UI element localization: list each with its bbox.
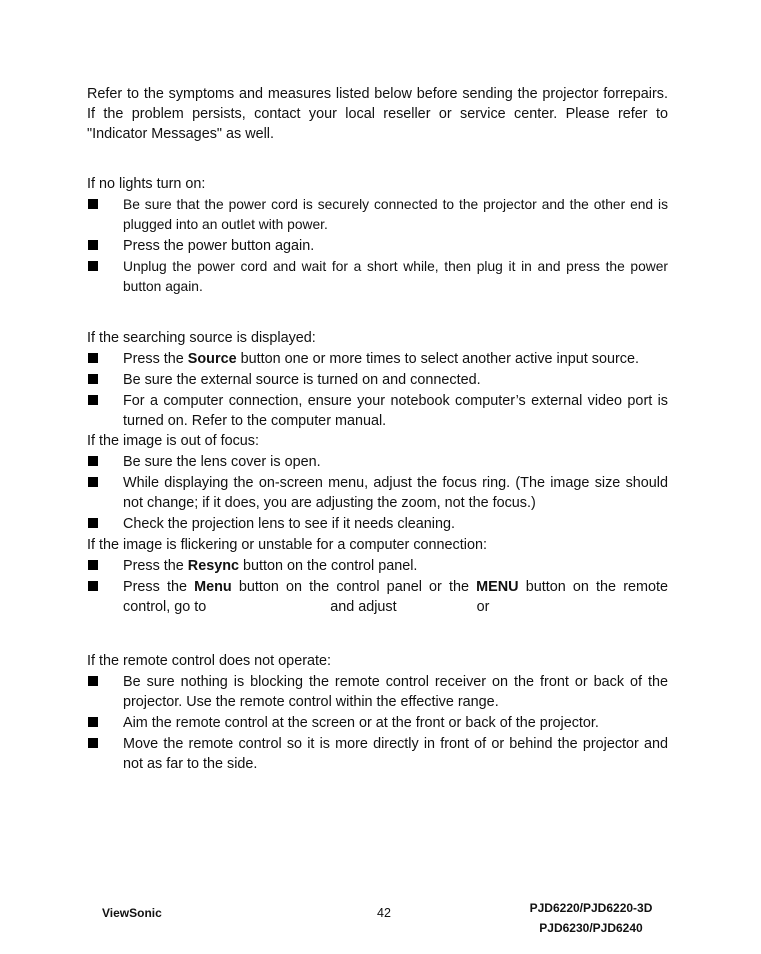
section-out-of-focus bbox=[87, 431, 668, 535]
square-bullet-icon bbox=[88, 581, 98, 591]
section-heading: If the remote control does not operate: bbox=[87, 653, 331, 669]
square-bullet-icon bbox=[88, 738, 98, 748]
list-item: Press the Source button one or more times to select another active input source. bbox=[87, 349, 668, 369]
square-bullet-icon bbox=[88, 199, 98, 209]
list-item: Be sure that the power cord is securely connected to the projector and the other end is plugged into an outlet with power. bbox=[87, 195, 668, 235]
list-item: Be sure nothing is blocking the remote control receiver on the front or back of the projector. Use the remote control within the effective range. bbox=[87, 672, 668, 712]
square-bullet-icon bbox=[88, 560, 98, 570]
section-searching-source bbox=[87, 328, 668, 432]
section-no-lights bbox=[87, 174, 668, 298]
square-bullet-icon bbox=[88, 518, 98, 528]
list-item: While displaying the on-screen menu, adjust the focus ring. (The image size should not change; if it does, you are adjusting the zoom, not the focus.) bbox=[87, 473, 668, 513]
section-heading: If the image is out of focus: bbox=[87, 433, 259, 449]
intro-paragraph: Refer to the symptoms and measures listed below before sending the projector forrepairs. If the problem persists, contact your local reseller or service center. Please refer to "Indicator Messages" as well. bbox=[87, 86, 668, 142]
model-line-2: PJD6230/PJD6240 bbox=[539, 921, 643, 935]
square-bullet-icon bbox=[88, 240, 98, 250]
square-bullet-icon bbox=[88, 717, 98, 727]
section-heading: If the image is flickering or unstable for a computer connection: bbox=[87, 537, 487, 553]
section-heading: If the searching source is displayed: bbox=[87, 330, 316, 346]
list-item: For a computer connection, ensure your notebook computer’s external video port is turned on. Refer to the computer manual. bbox=[87, 391, 668, 431]
square-bullet-icon bbox=[88, 456, 98, 466]
list-item: Move the remote control so it is more directly in front of or behind the projector and not as far to the side. bbox=[87, 734, 668, 774]
section-flickering bbox=[87, 535, 668, 618]
section-remote-control bbox=[87, 651, 668, 775]
list-item: Be sure the lens cover is open. bbox=[87, 452, 668, 472]
list-item: Check the projection lens to see if it needs cleaning. bbox=[87, 514, 668, 534]
list-item: Press the Resync button on the control panel. bbox=[87, 556, 668, 576]
list-item: Unplug the power cord and wait for a short while, then plug it in and press the power button again. bbox=[87, 257, 668, 297]
list-item: Press the Menu button on the control panel or the MENU button on the remote control, go to and adjust or bbox=[87, 577, 668, 617]
square-bullet-icon bbox=[88, 261, 98, 271]
list-item: Aim the remote control at the screen or at the front or back of the projector. bbox=[87, 713, 668, 733]
square-bullet-icon bbox=[88, 353, 98, 363]
square-bullet-icon bbox=[88, 477, 98, 487]
list-item: Be sure the external source is turned on and connected. bbox=[87, 370, 668, 390]
square-bullet-icon bbox=[88, 374, 98, 384]
square-bullet-icon bbox=[88, 676, 98, 686]
footer-brand: ViewSonic bbox=[102, 906, 162, 920]
section-heading: If no lights turn on: bbox=[87, 176, 206, 192]
page-number: 42 bbox=[377, 906, 391, 920]
square-bullet-icon bbox=[88, 395, 98, 405]
footer-model-names bbox=[520, 898, 662, 938]
list-item: Press the power button again. bbox=[87, 236, 668, 256]
model-line-1: PJD6220/PJD6220-3D bbox=[529, 901, 653, 915]
